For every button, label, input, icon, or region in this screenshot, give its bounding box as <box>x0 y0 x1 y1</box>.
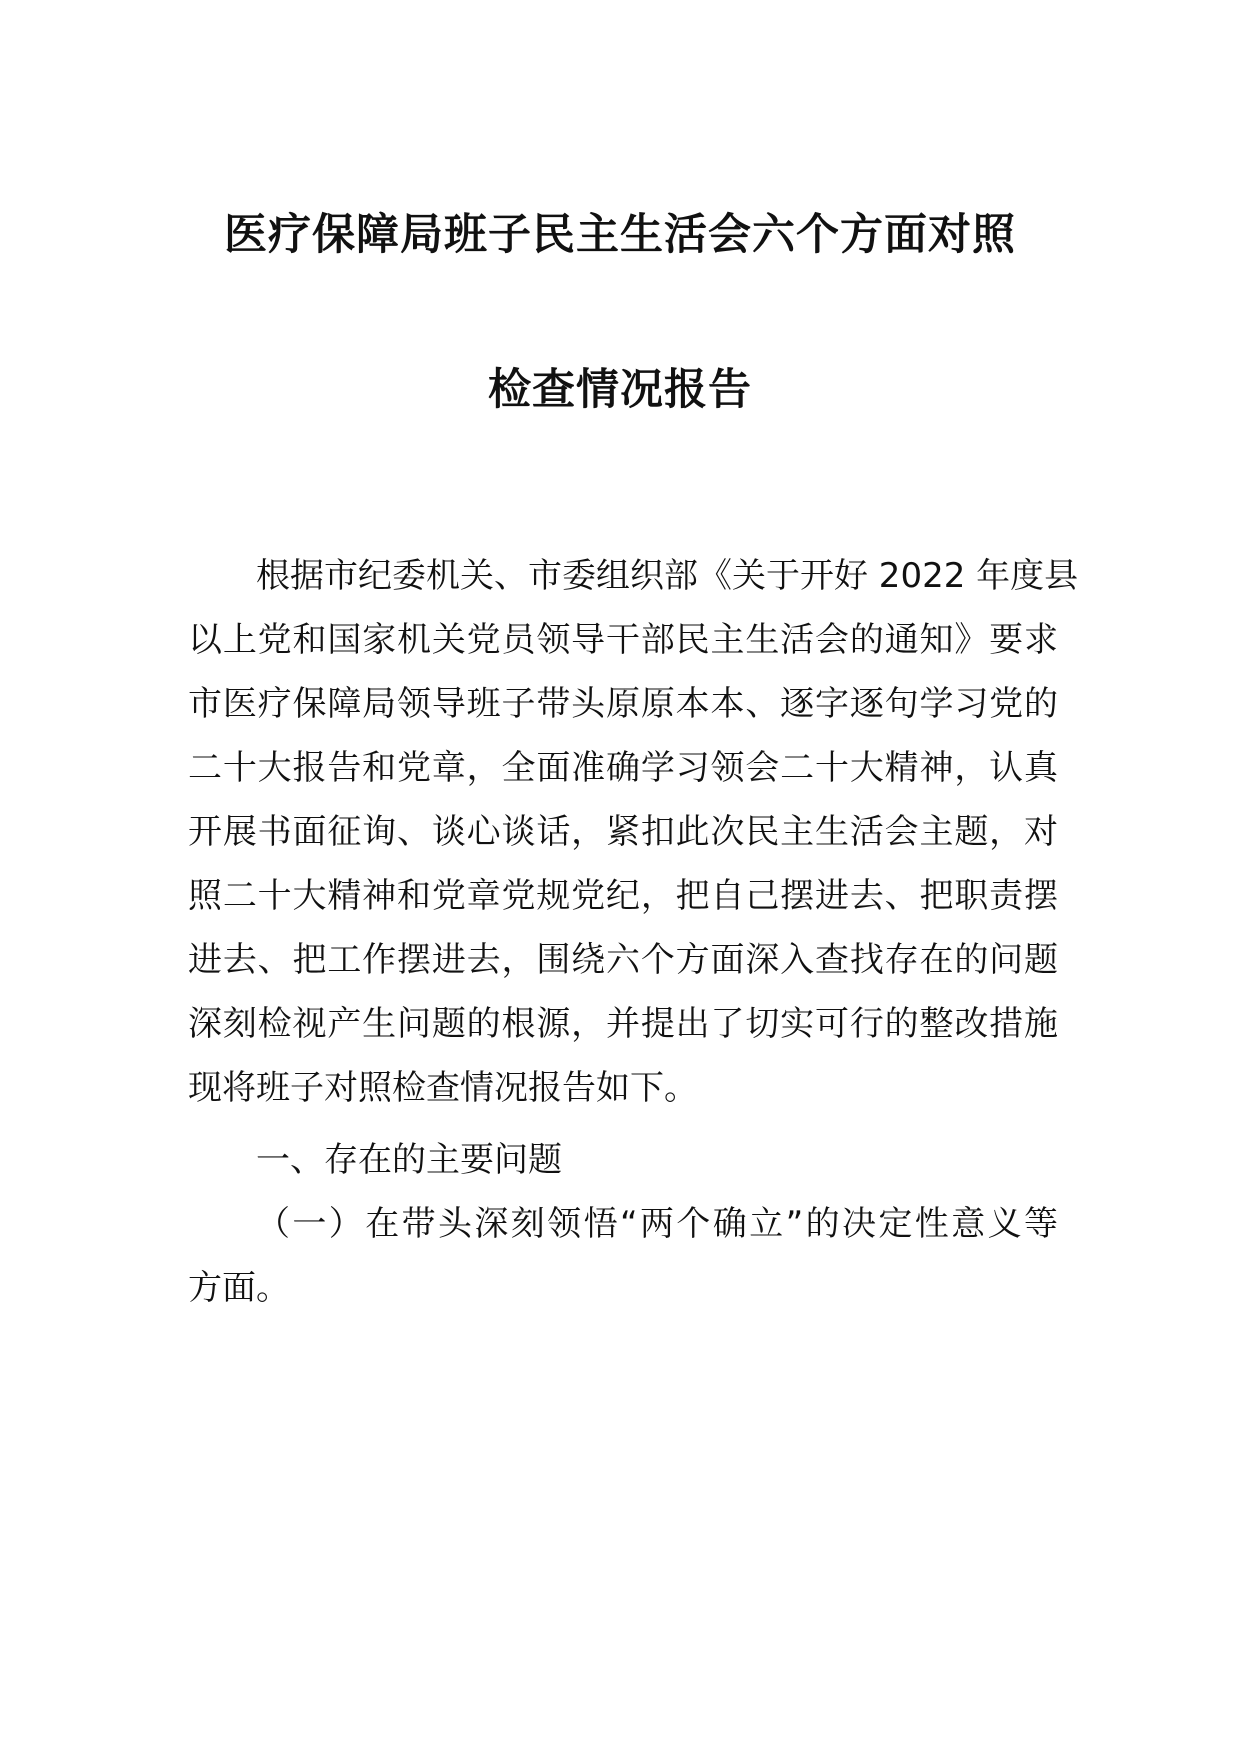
paragraph-line: 照二十大精神和党章党规党纪，把自己摆进去、把职责摆 <box>188 876 1058 916</box>
paragraph-line: 二十大报告和党章，全面准确学习领会二十大精神，认真 <box>188 748 1058 788</box>
paragraph-line: 现将班子对照检查情况报告如下。 <box>188 1068 698 1108</box>
subsection-line: （一）在带头深刻领悟“两个确立”的决定性意义等 <box>256 1204 1058 1244</box>
document-title-line-1: 医疗保障局班子民主生活会六个方面对照 <box>224 210 1016 260</box>
paragraph-line: 开展书面征询、谈心谈话，紧扣此次民主生活会主题，对 <box>188 812 1058 852</box>
paragraph-line: 进去、把工作摆进去，围绕六个方面深入查找存在的问题 <box>188 940 1058 980</box>
paragraph-line: 深刻检视产生问题的根源，并提出了切实可行的整改措施 <box>188 1004 1058 1044</box>
section-heading-text: 一、存在的主要问题 <box>256 1140 562 1180</box>
paragraph-line: 以上党和国家机关党员领导干部民主生活会的通知》要求 <box>188 620 1058 660</box>
document-title-line-2: 检查情况报告 <box>488 365 752 415</box>
section-heading <box>188 1128 1058 1192</box>
intro-paragraph <box>188 544 1079 1120</box>
subsection-heading <box>188 1192 1058 1320</box>
subsection-line: 方面。 <box>188 1268 290 1308</box>
paragraph-line: 市医疗保障局领导班子带头原原本本、逐字逐句学习党的 <box>188 684 1058 724</box>
paragraph-line: 根据市纪委机关、市委组织部《关于开好 2022 年度县 <box>256 556 1079 596</box>
